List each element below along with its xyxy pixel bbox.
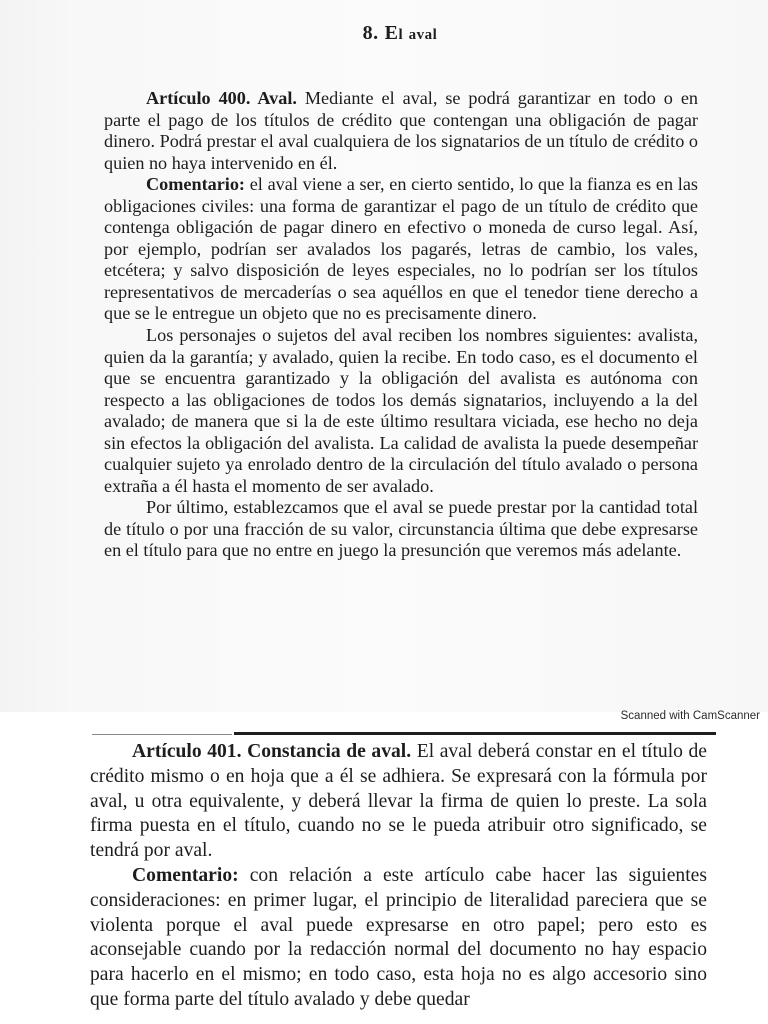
heading-initial: E: [384, 22, 399, 44]
lower-text-block: [90, 740, 707, 1013]
paragraph-ultimo: Por último, establezcamos que el aval se puede prestar por la cantidad total de título o por una fracción de su valor, circunstancia última que debe expresarse en el título para que no entre en juego la presunción que veremos más adelante.: [104, 497, 698, 561]
comment-400-label: Comentario:: [146, 174, 245, 195]
article-400-title: Artículo 400. Aval.: [146, 88, 297, 108]
article-401-title: Artículo 401. Constancia de aval.: [132, 741, 412, 762]
heading-rest: l: [398, 27, 404, 43]
divider-thick: [234, 732, 716, 735]
upper-text-block: [104, 88, 698, 562]
section-heading: [0, 22, 768, 45]
divider-thin: [92, 734, 232, 735]
paragraph-personajes: Los personajes o sujetos del aval reciben los nombres siguientes: avalista, quien da la garantía; y avalado, quien la recibe. En todo caso, es el documento el que se encuentra garantizado y la obligación del avalista es autónoma con respecto a las obligaciones de todos los demás signatarios, incluyendo a la del avalado; de manera que si la de este último resultara viciada, ese hecho no deja sin efectos la obligación del avalista. La calidad de avalista la puede desempeñar cualquier sujeto ya enrolado dentro de la circulación del título avalado o persona extraña a él hasta el momento de ser avalado.: [104, 325, 698, 496]
section-number: 8.: [362, 22, 379, 44]
heading-word2-initial: a: [408, 27, 417, 43]
comment-401-text: con relación a este artículo cabe hacer las siguientes consideraciones: en primer lugar, el principio de literalidad pareciera que se violenta porque el aval puede expresarse en otro papel; pero esto es aconsejable cuando por la redacción normal del documento no hay espacio para hacerlo en el mismo; en todo caso, esta hoja no es algo accesorio sino que forma parte del título avalado y debe quedar: [90, 864, 707, 1010]
camscanner-watermark: Scanned with CamScanner: [620, 710, 760, 722]
article-400: [104, 88, 698, 174]
article-400-text: Mediante el aval, se podrá garantizar en todo o en parte el pago de los títulos de crédito que contengan una obligación de pagar dinero. Podrá prestar el aval cualquiera de los signatarios de un título de crédito o quien no haya intervenido en él.: [104, 88, 699, 173]
comment-401: [90, 864, 707, 1013]
comment-400-text: el aval viene a ser, en cierto sentido, lo que la fianza es en las obligaciones civiles: una forma de garantizar el pago de un título de crédito que contenga obligación de pagar dinero en efectivo o moneda de curso legal. Así, por ejemplo, podrían ser avalados los pagarés, letras de cambio, los vales, etcétera; y salvo disposición de leyes especiales, no lo podrían ser los títulos representativos de mercaderías o sea aquéllos en que el tenedor tiene derecho a que se le entregue un objeto que no es precisamente dinero.: [104, 174, 698, 324]
article-401-text: El aval deberá constar en el título de crédito mismo o en hoja que a él se adhiera. Se expresará con la fórmula por aval, u otra equivalente, y deberá llevar la firma de quien lo preste. La sola firma puesta en el título, cuando no se le pueda atribuir otro significado, se tendrá por aval.: [90, 741, 707, 862]
article-401: [90, 740, 707, 864]
heading-word2-rest: val: [416, 27, 438, 43]
comment-401-label: Comentario:: [132, 864, 239, 886]
comment-400: [104, 174, 698, 325]
